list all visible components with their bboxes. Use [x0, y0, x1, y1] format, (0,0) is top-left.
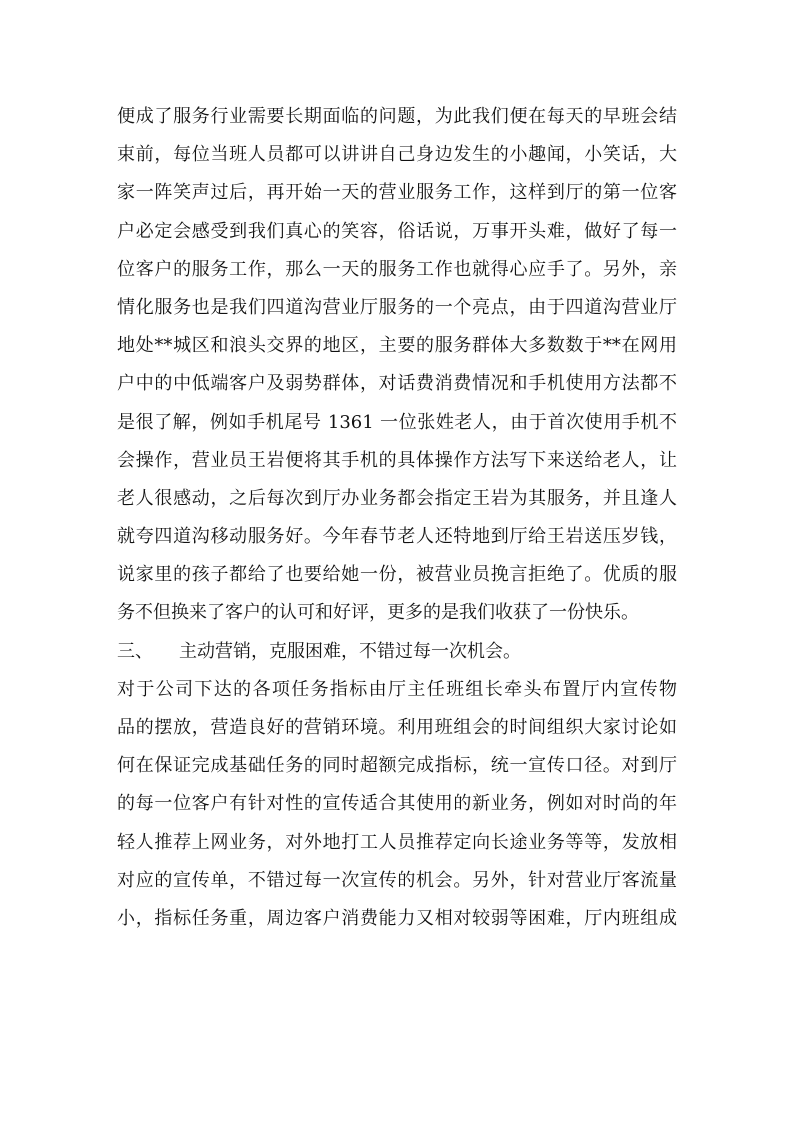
paragraph-line: 位客户的服务工作，那么一天的服务工作也就得心应手了。另外，亲	[117, 258, 677, 280]
section-title: 主动营销，克服困难，不错过每一次机会。	[179, 640, 521, 662]
paragraph-line: 说家里的孩子都给了也要给她一份，被营业员挽言拒绝了。优质的服	[117, 564, 677, 586]
paragraph-line: 就夸四道沟移动服务好。今年春节老人还特地到厅给王岩送压岁钱，	[117, 526, 677, 548]
paragraph-line: 务不但换来了客户的认可和好评，更多的是我们收获了一份快乐。	[117, 602, 639, 624]
paragraph-line: 品的摆放，营造良好的营销环境。利用班组会的时间组织大家讨论如	[117, 717, 677, 738]
paragraph-line: 轻人推荐上网业务，对外地打工人员推荐定向长途业务等等，发放相	[117, 831, 677, 853]
paragraph-line: 何在保证完成基础任务的同时超额完成指标，统一宣传口径。对到厅	[117, 755, 677, 777]
paragraph-line: 户必定会感受到我们真心的笑容，俗话说，万事开头难，做好了每一	[117, 220, 677, 242]
paragraph-line: 的每一位客户有针对性的宣传适合其使用的新业务，例如对时尚的年	[117, 793, 677, 815]
paragraph-line: 便成了服务行业需要长期面临的问题，为此我们便在每天的早班会结	[117, 106, 677, 127]
paragraph-line: 情化服务也是我们四道沟营业厅服务的一个亮点，由于四道沟营业厅	[117, 296, 677, 318]
paragraph-line: 地处**城区和浪头交界的地区，主要的服务群体大多数数于**在网用	[117, 335, 677, 357]
paragraph-line: 对应的宣传单，不错过每一次宣传的机会。另外，针对营业厅客流量	[117, 869, 677, 891]
paragraph-line: 束前，每位当班人员都可以讲讲自己身边发生的小趣闻，小笑话，大	[117, 144, 677, 166]
paragraph-line: 对于公司下达的各项任务指标由厅主任班组长牵头布置厅内宣传物	[117, 678, 677, 700]
paragraph-line: 小，指标任务重，周边客户消费能力又相对较弱等困难，厅内班组成	[117, 907, 677, 929]
body-text	[117, 98, 677, 938]
paragraph-line: 会操作，营业员王岩便将其手机的具体操作方法写下来送给老人，让	[117, 449, 677, 471]
section-number: 三、	[117, 640, 153, 662]
paragraph-marketing	[117, 671, 677, 938]
section-heading	[117, 633, 677, 671]
paragraph-line: 老人很感动，之后每次到厅办业务都会指定王岩为其服务，并且逢人	[117, 487, 677, 509]
paragraph-line: 家一阵笑声过后，再开始一天的营业服务工作，这样到厅的第一位客	[117, 182, 677, 204]
paragraph-line: 是很了解，例如手机尾号 1361 一位张姓老人，由于首次使用手机不	[117, 411, 677, 433]
paragraph-line: 户中的中低端客户及弱势群体，对话费消费情况和手机使用方法都不	[117, 373, 677, 395]
paragraph-service	[117, 98, 677, 633]
